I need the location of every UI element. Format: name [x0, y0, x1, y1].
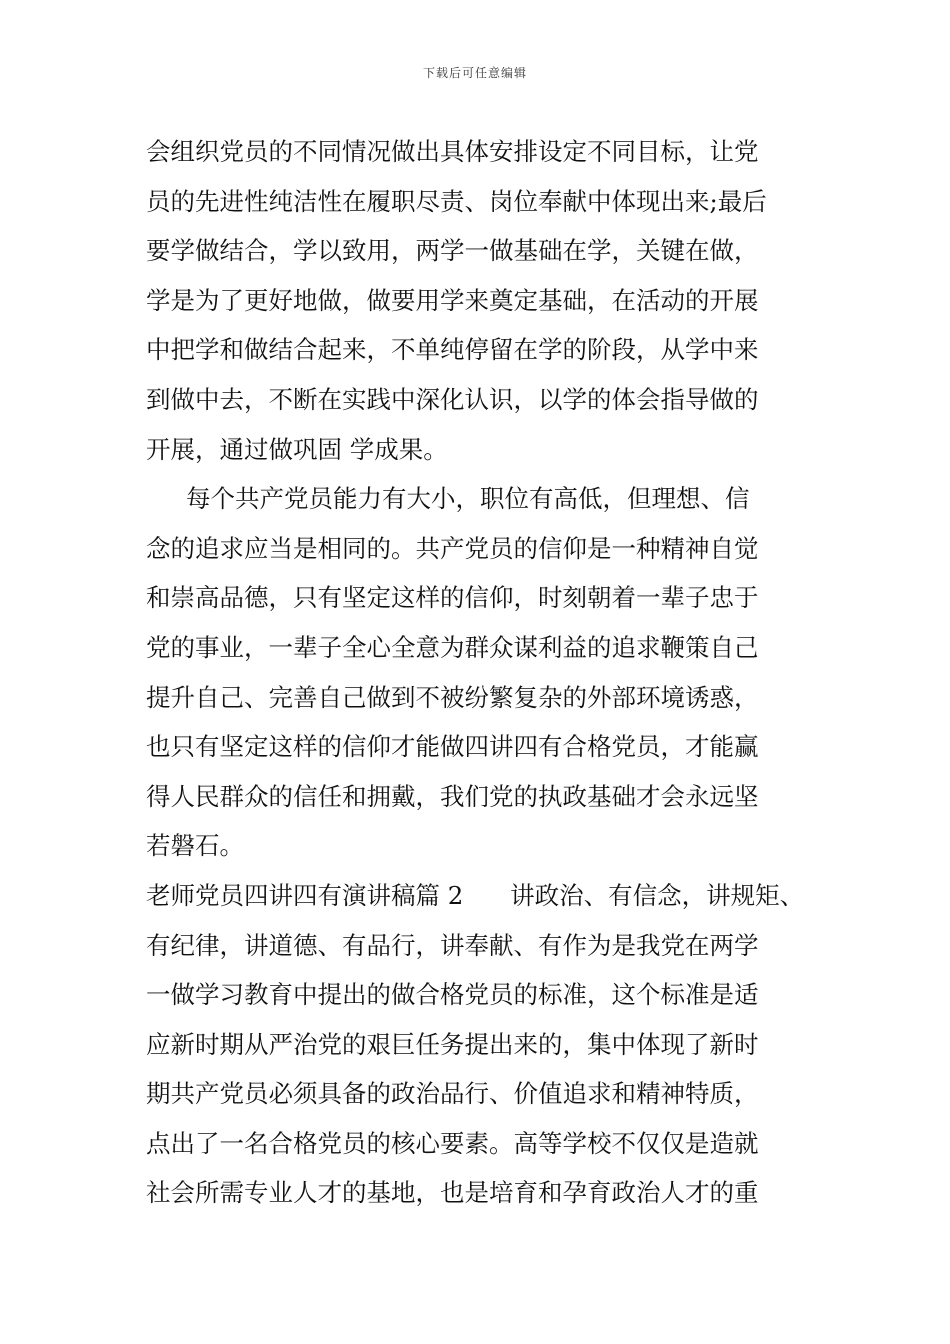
text-line: 得人民群众的信任和拥戴，我们党的执政基础才会永远坚 [146, 781, 759, 811]
text-line: 要学做结合，学以致用，两学一做基础在学，关键在做， [146, 236, 759, 266]
text-line: 学是为了更好地做，做要用学来奠定基础，在活动的开展 [146, 285, 759, 315]
text-line: 员的先进性纯洁性在履职尽责、岗位奉献中体现出来;最后 [146, 186, 767, 216]
text-line: 若磐石。 [146, 831, 244, 861]
text-line: 老师党员四讲四有演讲稿篇 2 讲政治、有信念，讲规矩、 [146, 880, 805, 910]
text-line: 有纪律，讲道德、有品行，讲奉献、有作为是我党在两学 [146, 930, 759, 960]
text-line: 也只有坚定这样的信仰才能做四讲四有合格党员，才能赢 [146, 732, 759, 762]
text-line: 到做中去，不断在实践中深化认识，以学的体会指导做的 [146, 384, 759, 414]
text-line: 一做学习教育中提出的做合格党员的标准，这个标准是适 [146, 980, 759, 1010]
text-line: 期共产党员必须具备的政治品行、价值追求和精神特质， [146, 1079, 759, 1109]
text-line: 开展，通过做巩固 学成果。 [146, 434, 448, 464]
text-line: 中把学和做结合起来，不单纯停留在学的阶段，从学中来 [146, 335, 759, 365]
text-line: 每个共产党员能力有大小，职位有高低，但理想、信 [186, 484, 750, 514]
body-text [146, 127, 826, 1218]
text-line: 党的事业，一辈子全心全意为群众谋利益的追求鞭策自己 [146, 632, 759, 662]
text-line: 点出了一名合格党员的核心要素。高等学校不仅仅是造就 [146, 1128, 759, 1158]
page-header: 下载后可任意编辑 [422, 66, 527, 80]
text-line: 社会所需专业人才的基地，也是培育和孕育政治人才的重 [146, 1178, 759, 1208]
text-line: 会组织党员的不同情况做出具体安排设定不同目标，让党 [146, 137, 759, 166]
text-line: 和崇高品德，只有坚定这样的信仰，时刻朝着一辈子忠于 [146, 583, 759, 613]
text-line: 应新时期从严治党的艰巨任务提出来的，集中体现了新时 [146, 1029, 759, 1059]
text-line: 念的追求应当是相同的。共产党员的信仰是一种精神自觉 [146, 533, 759, 563]
text-line: 提升自己、完善自己做到不被纷繁复杂的外部环境诱惑， [146, 682, 759, 712]
